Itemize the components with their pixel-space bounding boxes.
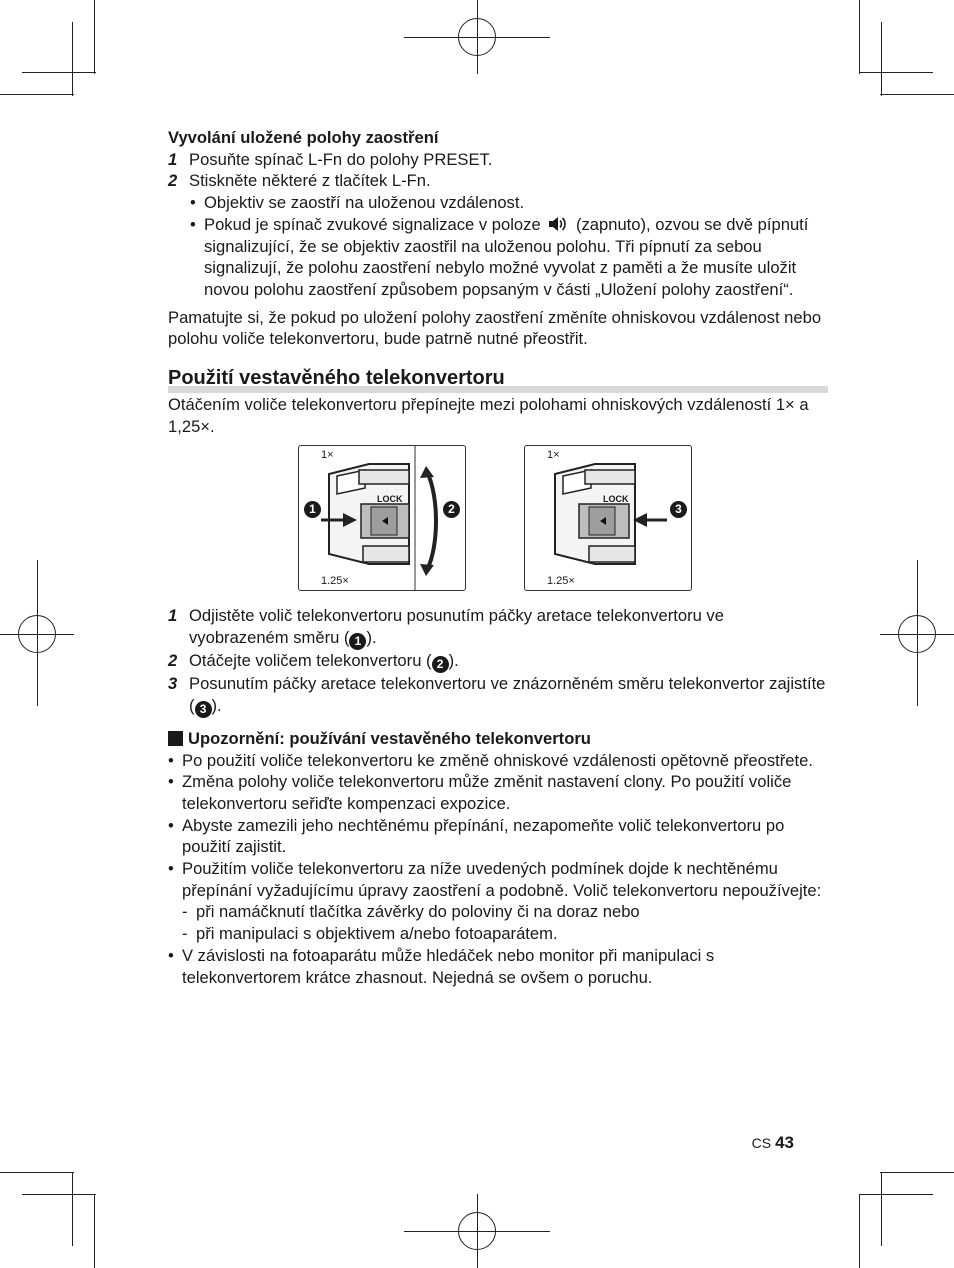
step-text: Otáčejte voličem telekonvertoru ( xyxy=(189,651,432,671)
caution-subitem-text: při namáčknutí tlačítka závěrky do poloviny či na doraz nebo xyxy=(196,902,640,922)
bullet-text: Objektiv se zaostří na uloženou vzdálenost. xyxy=(204,193,525,213)
dash-mark: - xyxy=(182,902,188,922)
caution-item xyxy=(168,750,828,772)
crop-mark xyxy=(72,22,73,96)
crop-mark xyxy=(477,1194,478,1268)
figure-lock xyxy=(524,445,692,591)
recall-title: Vyvolání uložené polohy zaostření xyxy=(168,128,439,147)
step-text: Posuňte spínač L-Fn do polohy PRESET. xyxy=(189,149,493,169)
crop-mark xyxy=(22,72,96,73)
section-title-text: Použití vestavěného telekonvertoru xyxy=(168,367,505,390)
caution-text: Po použití voliče telekonvertoru ke změně ohniskové vzdálenosti opětovně přeostřete. xyxy=(182,750,813,770)
crop-mark xyxy=(94,0,95,74)
bullet-dot: • xyxy=(168,945,174,965)
dash-mark: - xyxy=(182,924,188,944)
step-number: 1 xyxy=(168,606,178,626)
figure-unlock-rotate xyxy=(298,445,466,591)
page-content xyxy=(168,127,828,988)
caution-title xyxy=(168,728,828,750)
telecon-step xyxy=(168,673,828,718)
step-number: 1 xyxy=(168,149,178,169)
crop-mark xyxy=(859,1194,933,1195)
section-intro: Otáčením voliče telekonvertoru přepínejte mezi polohami ohniskových vzdáleností 1× a 1,25×. xyxy=(168,395,809,436)
crop-mark xyxy=(880,634,954,635)
caution-item xyxy=(168,858,828,901)
caution-text: V závislosti na fotoaparátu může hledáček nebo monitor při manipulaci s telekonvertorem krátce zhasnout. Nejedná se ovšem o poruchu. xyxy=(182,945,715,987)
position-label-top: 1× xyxy=(321,449,334,462)
bullet-dot: • xyxy=(168,859,174,879)
telecon-step xyxy=(168,605,828,650)
bullet-dot: • xyxy=(190,193,196,213)
caution-text: Abyste zamezili jeho nechtěnému přepínání, nezapomeňte volič telekonvertoru po použití zajistit. xyxy=(182,815,785,857)
position-label-bottom: 1.25× xyxy=(547,575,575,588)
caution-text: Použitím voliče telekonvertoru za níže uvedených podmínek dojde k nechtěnému přepínání vyžadujícímu úpravy zaostření a podobně. Volič telekonvertoru nepoužívejte: xyxy=(182,859,822,900)
step-text: Stiskněte některé z tlačítek L-Fn. xyxy=(189,171,431,191)
lock-label: LOCK xyxy=(377,494,403,505)
badge-2: 2 xyxy=(443,501,460,518)
crop-mark xyxy=(22,1194,96,1195)
step-number: 3 xyxy=(168,674,178,694)
crop-mark xyxy=(880,1172,954,1173)
crop-mark xyxy=(859,0,860,74)
section-title xyxy=(168,366,828,390)
crop-mark xyxy=(859,72,933,73)
crop-mark xyxy=(477,0,478,74)
position-label-top: 1× xyxy=(547,449,560,462)
crop-mark xyxy=(859,1194,860,1268)
crop-mark xyxy=(917,560,918,706)
caution-text: Změna polohy voliče telekonvertoru může změnit nastavení clony. Po použití voliče telekonvertoru seřiďte kompenzaci expozice. xyxy=(182,772,792,813)
bullet-dot: • xyxy=(168,772,174,792)
recall-step xyxy=(168,170,828,192)
caution-item xyxy=(168,945,828,988)
step-text-end: ). xyxy=(211,695,222,715)
step-text-end: ). xyxy=(448,651,459,671)
crop-mark xyxy=(37,560,38,706)
badge-1: 1 xyxy=(304,501,321,518)
step-number: 2 xyxy=(168,171,178,191)
recall-note: Pamatujte si, že pokud po uložení polohy zaostření změníte ohniskovou vzdálenost nebo polohu voliče telekonvertoru, bude patrně nutné přeostřit. xyxy=(168,307,822,349)
crop-mark xyxy=(0,634,74,635)
telecon-step xyxy=(168,650,828,673)
step-badge: 3 xyxy=(195,701,212,718)
step-badge: 2 xyxy=(432,656,449,673)
caution-subitem xyxy=(168,923,828,945)
caution-item xyxy=(168,771,828,814)
crop-mark xyxy=(881,1172,882,1246)
step-badge: 1 xyxy=(349,633,366,650)
bullet-text: (zapnuto), ozvou se dvě pípnutí signalizující, že se objektiv zaostřil na uloženou polohu. Tři pípnutí za sebou signalizují, že polohu zaostření nebylo možné vyvolat z paměti a že musíte uložit novou polohu zaostření způsobem popsaným v části „Uložení polohy zaostření“. xyxy=(204,214,809,299)
recall-bullet xyxy=(168,214,828,301)
step-text: Odjistěte volič telekonvertoru posunutím páčky aretace telekonvertoru ve vyobrazeném směru ( xyxy=(189,606,724,648)
page-number: 43 xyxy=(775,1133,794,1152)
caution-item xyxy=(168,815,828,858)
badge-3: 3 xyxy=(670,501,687,518)
step-text-end: ). xyxy=(366,628,377,648)
recall-bullet xyxy=(168,192,828,214)
recall-step xyxy=(168,149,828,171)
caution-subitem-text: při manipulaci s objektivem a/nebo fotoaparátem. xyxy=(196,924,558,944)
crop-mark xyxy=(94,1194,95,1268)
step-text: Posunutím páčky aretace telekonvertoru ve znázorněném směru telekonvertor zajistíte ( xyxy=(189,674,826,715)
page-footer xyxy=(752,1132,794,1155)
bullet-text: Pokud je spínač zvukové signalizace v poloze xyxy=(204,214,541,234)
figures xyxy=(168,437,828,605)
position-label-bottom: 1.25× xyxy=(321,575,349,588)
step-number: 2 xyxy=(168,651,178,671)
bullet-dot: • xyxy=(168,815,174,835)
bullet-dot: • xyxy=(190,214,196,234)
language-code: CS xyxy=(751,1135,772,1151)
caution-title-text: Upozornění: používání vestavěného telekonvertoru xyxy=(188,728,591,748)
crop-mark xyxy=(72,1172,73,1246)
telecon-illustration-2 xyxy=(525,446,691,590)
crop-mark xyxy=(881,22,882,96)
lock-label: LOCK xyxy=(603,494,629,505)
crop-mark xyxy=(0,94,74,95)
crop-mark xyxy=(880,94,954,95)
caution-square-icon xyxy=(168,731,183,746)
speaker-icon xyxy=(547,216,569,232)
telecon-illustration-1 xyxy=(299,446,465,590)
crop-mark xyxy=(0,1172,74,1173)
caution-subitem xyxy=(168,901,828,923)
bullet-dot: • xyxy=(168,750,174,770)
